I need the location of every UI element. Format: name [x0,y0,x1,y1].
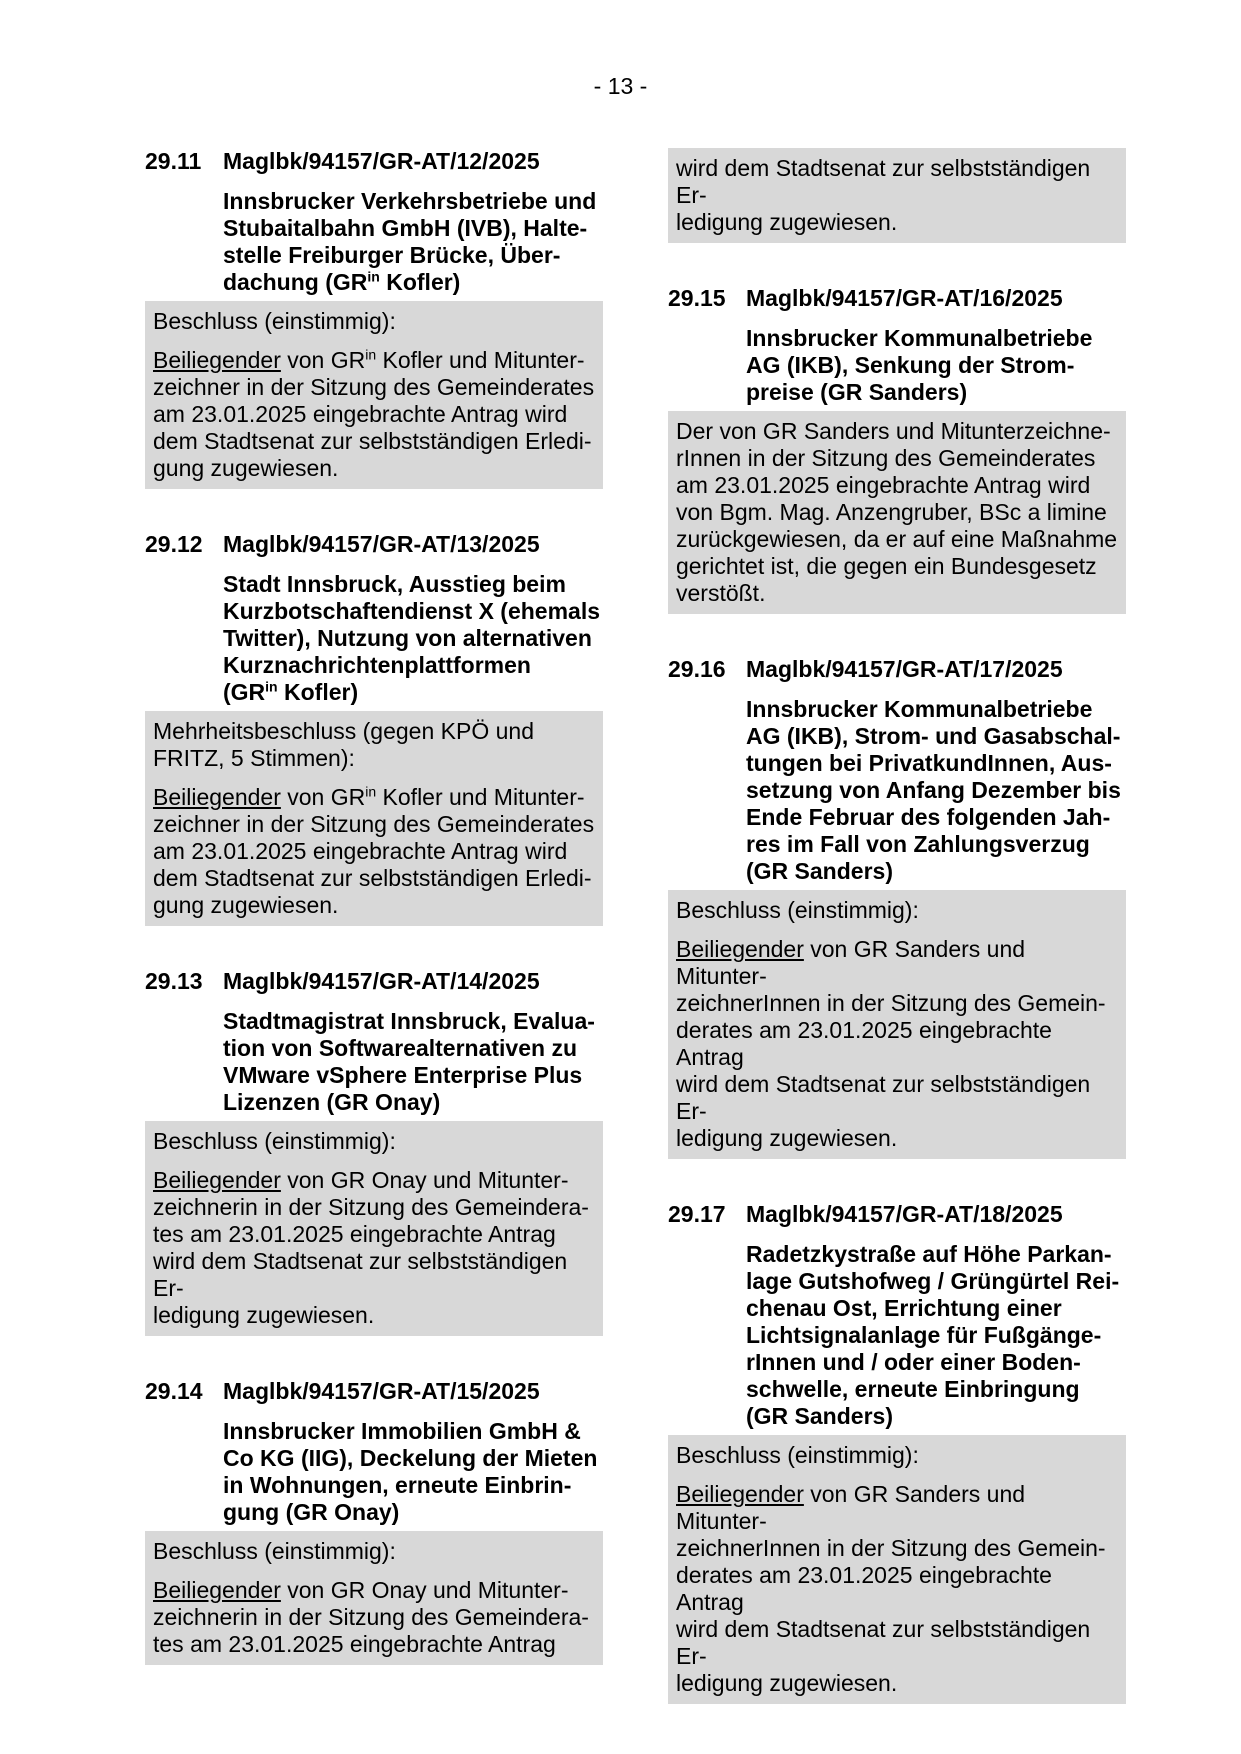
underlined-term: Beiliegender [153,347,281,373]
text-line: derates am 23.01.2025 eingebrachte Antrag [676,1017,1052,1070]
decision-text [676,155,1118,236]
text-line: ledigung zugewiesen. [153,1302,375,1328]
text-line: Mehrheitsbeschluss (gegen KPÖ und [153,718,534,744]
item-title [746,1241,1126,1430]
item-title [223,571,603,706]
title-line: Radetzkystraße auf Höhe Parkan- [746,1241,1112,1267]
text-line: ledigung zugewiesen. [676,1125,898,1151]
text-line: am 23.01.2025 eingebrachte Antrag wird [153,838,568,864]
page-number: - 13 - [593,73,648,99]
underlined-term: Beiliegender [153,1167,281,1193]
title-line: preise (GR Sanders) [746,379,968,405]
text-line: gung zugewiesen. [153,455,339,481]
title-line: Stadtmagistrat Innsbruck, Evalua- [223,1008,595,1034]
title-line: Ende Februar des folgenden Jah- [746,804,1111,830]
item-title [223,1418,603,1526]
title-line: Innsbrucker Kommunalbetriebe [746,696,1093,722]
item-code: Maglbk/94157/GR-AT/17/2025 [746,656,1063,682]
item-heading [668,656,1126,683]
title-line: (GR Sanders) [746,858,893,884]
text-line: gung zugewiesen. [153,892,339,918]
title-line: schwelle, erneute Einbringung [746,1376,1080,1402]
text-segment: von GR Sanders und Mitunter- [676,936,1026,989]
text-line: am 23.01.2025 eingebrachte Antrag wird [153,401,568,427]
text-line: zeichnerInnen in der Sitzung des Gemein- [676,1535,1106,1561]
item-number: 29.11 [145,148,202,174]
text-segment: Kofler und Mitunter- [376,784,585,810]
decision-text [676,936,1118,1152]
text-line: wird dem Stadtsenat zur selbstständigen Er- [676,1071,1091,1124]
text-line: tes am 23.01.2025 eingebrachte Antrag [153,1631,556,1657]
title-line: AG (IKB), Strom- und Gasabschal- [746,723,1121,749]
agenda-item-29-14 [145,1378,603,1665]
text-line: rInnen in der Sitzung des Gemeinderates [676,445,1096,471]
agenda-item-29-16 [668,656,1126,1159]
decision-text [676,418,1118,607]
text-segment: Kofler) [277,679,359,705]
text-line [153,1167,595,1194]
title-line: lage Gutshofweg / Grüngürtel Rei- [746,1268,1120,1294]
superscript: in [367,268,380,285]
title-line: tion von Softwarealternativen zu [223,1035,577,1061]
title-line: setzung von Anfang Dezember bis [746,777,1121,803]
item-heading [145,148,603,175]
text-segment: dachung (GR [223,269,368,295]
title-line: Innsbrucker Kommunalbetriebe [746,325,1093,351]
item-heading [145,1378,603,1405]
title-line: in Wohnungen, erneute Einbrin- [223,1472,572,1498]
title-line: res im Fall von Zahlungsverzug [746,831,1090,857]
title-line: Innsbrucker Immobilien GmbH & [223,1418,581,1444]
text-line: verstößt. [676,580,766,606]
title-line: AG (IKB), Senkung der Strom- [746,352,1075,378]
title-line: Stubaitalbahn GmbH (IVB), Halte- [223,215,588,241]
agenda-item-29-11 [145,148,603,489]
text-line: zeichnerin in der Sitzung des Gemeindera- [153,1604,589,1630]
text-line: FRITZ, 5 Stimmen): [153,745,355,771]
agenda-item-29-17 [668,1201,1126,1704]
decision-heading [153,308,595,335]
text-line: dem Stadtsenat zur selbstständigen Erledi- [153,428,592,454]
title-line: Twitter), Nutzung von alternativen [223,625,592,651]
title-line: Innsbrucker Verkehrsbetriebe und [223,188,597,214]
text-line: Der von GR Sanders und Mitunterzeichne- [676,418,1111,444]
superscript: in [365,346,377,363]
text-segment: von GR Onay und Mitunter- [280,1577,569,1603]
title-line [223,679,603,706]
text-line: zeichner in der Sitzung des Gemeinderates [153,811,595,837]
text-line: ledigung zugewiesen. [676,1670,898,1696]
continuation-decision-block [668,148,1126,243]
title-line: gung (GR Onay) [223,1499,400,1525]
text-line: zeichner in der Sitzung des Gemeinderates [153,374,595,400]
decision-block [145,301,603,489]
text-segment: von GR [280,784,366,810]
item-number: 29.12 [145,531,203,557]
decision-heading [676,897,1118,924]
text-segment: Kofler und Mitunter- [376,347,585,373]
decision-block [145,1531,603,1665]
text-segment: Kofler) [379,269,461,295]
title-line: rInnen und / oder einer Boden- [746,1349,1081,1375]
underlined-term: Beiliegender [153,1577,281,1603]
text-line: zurückgewiesen, da er auf eine Maßnahme [676,526,1118,552]
text-line: zeichnerin in der Sitzung des Gemeindera- [153,1194,589,1220]
item-number: 29.13 [145,968,203,994]
agenda-item-29-15 [668,285,1126,614]
item-code: Maglbk/94157/GR-AT/14/2025 [223,968,540,994]
text-line: von Bgm. Mag. Anzengruber, BSc a limine [676,499,1107,525]
item-heading [145,531,603,558]
right-column [668,148,1126,1704]
text-line: zeichnerInnen in der Sitzung des Gemein- [676,990,1106,1016]
title-line: Co KG (IIG), Deckelung der Mieten [223,1445,598,1471]
title-line: stelle Freiburger Brücke, Über- [223,242,561,268]
underlined-term: Beiliegender [676,936,804,962]
item-code: Maglbk/94157/GR-AT/16/2025 [746,285,1063,311]
decision-text [676,1481,1118,1697]
title-line: tungen bei PrivatkundInnen, Aus- [746,750,1112,776]
title-line: chenau Ost, Errichtung einer [746,1295,1062,1321]
text-line: wird dem Stadtsenat zur selbstständigen Er- [676,1616,1091,1669]
superscript: in [365,783,377,800]
title-line [223,269,603,296]
text-line [153,784,595,811]
decision-heading [676,1442,1118,1469]
text-line: Beschluss (einstimmig): [676,897,919,923]
decision-heading [153,718,595,772]
item-code: Maglbk/94157/GR-AT/18/2025 [746,1201,1063,1227]
decision-text [153,1577,595,1658]
decision-block [145,1121,603,1336]
item-heading [668,1201,1126,1228]
title-line: Lichtsignalanlage für Fußgänge- [746,1322,1102,1348]
decision-block [668,890,1126,1159]
item-title [223,1008,603,1116]
text-line [676,1481,1118,1535]
superscript: in [265,678,278,695]
text-line: gerichtet ist, die gegen ein Bundesgesetz [676,553,1097,579]
title-line: Lizenzen (GR Onay) [223,1089,441,1115]
decision-text [153,1167,595,1329]
decision-heading [153,1128,595,1155]
text-line: Beschluss (einstimmig): [153,1538,396,1564]
decision-text [153,784,595,919]
text-line [153,347,595,374]
title-line: (GR Sanders) [746,1403,893,1429]
item-number: 29.17 [668,1201,726,1227]
underlined-term: Beiliegender [676,1481,804,1507]
item-heading [668,285,1126,312]
item-code: Maglbk/94157/GR-AT/12/2025 [223,148,540,174]
text-line: ledigung zugewiesen. [676,209,898,235]
underlined-term: Beiliegender [153,784,281,810]
decision-block [668,411,1126,614]
text-line: dem Stadtsenat zur selbstständigen Erledi- [153,865,592,891]
item-title [746,696,1126,885]
text-line: wird dem Stadtsenat zur selbstständigen Er- [676,155,1091,208]
text-segment: von GR Onay und Mitunter- [280,1167,569,1193]
item-heading [145,968,603,995]
text-line [676,936,1118,990]
decision-heading [153,1538,595,1565]
text-line: derates am 23.01.2025 eingebrachte Antrag [676,1562,1052,1615]
text-line: Beschluss (einstimmig): [153,308,396,334]
text-line [153,1577,595,1604]
item-number: 29.16 [668,656,726,682]
title-line: Kurznachrichtenplattformen [223,652,531,678]
item-code: Maglbk/94157/GR-AT/13/2025 [223,531,540,557]
agenda-item-29-12 [145,531,603,926]
text-line: tes am 23.01.2025 eingebrachte Antrag [153,1221,556,1247]
decision-block [145,711,603,926]
title-line: VMware vSphere Enterprise Plus [223,1062,583,1088]
title-line: Stadt Innsbruck, Ausstieg beim [223,571,566,597]
item-code: Maglbk/94157/GR-AT/15/2025 [223,1378,540,1404]
left-column [145,148,603,1665]
text-segment: von GR [280,347,366,373]
text-line: am 23.01.2025 eingebrachte Antrag wird [676,472,1091,498]
title-line: Kurzbotschaftendienst X (ehemals [223,598,601,624]
item-number: 29.15 [668,285,726,311]
text-line: Beschluss (einstimmig): [153,1128,396,1154]
text-line: wird dem Stadtsenat zur selbstständigen Er- [153,1248,568,1301]
item-title [223,188,603,296]
decision-block [668,1435,1126,1704]
item-number: 29.14 [145,1378,203,1404]
text-segment: (GR [223,679,266,705]
agenda-item-29-13 [145,968,603,1336]
decision-text [153,347,595,482]
text-line: Beschluss (einstimmig): [676,1442,919,1468]
item-title [746,325,1126,406]
text-segment: von GR Sanders und Mitunter- [676,1481,1026,1534]
